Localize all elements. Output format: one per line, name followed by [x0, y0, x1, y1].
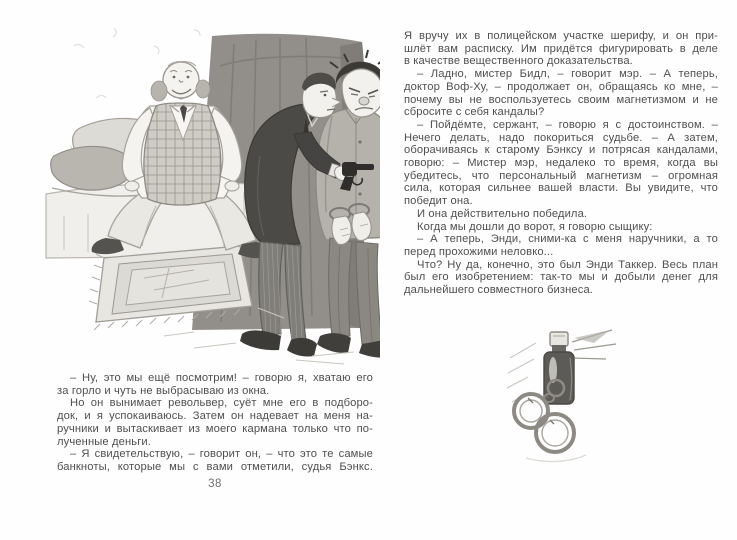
text-line: – Ладно, мистер Бидл, – говорит мэр. – А теперь,	[417, 68, 718, 81]
text-line: Что? Ну да, конечно, это был Энди Таккер. Весь план	[417, 258, 718, 271]
hand	[125, 181, 139, 191]
hair-tuft	[151, 81, 167, 101]
left-page-illustration	[44, 6, 380, 368]
text-line: сбросите с себя кандалы?	[404, 106, 545, 119]
text-line: док, и я успокаиваюсь. Затем он надевает на меня на-	[57, 410, 373, 423]
text-line: Нечего делать, надо покориться судьбе. – А затем,	[404, 131, 718, 144]
text-line: в качестве вещественного доказательства.	[404, 55, 633, 68]
text-line: Когда мы дошли до ворот, я говорю сыщику:	[417, 220, 653, 233]
text-line: почему вы не воспользуетесь своим магнетизмом и не	[404, 93, 718, 106]
text-line: победит она.	[404, 195, 473, 208]
text-line: лученные деньги.	[57, 435, 152, 448]
text-line: ручники и вытаскивает из моего кармана только что по-	[57, 422, 373, 435]
text-line: шлёт вам расписку. Им придётся фигурировать в деле	[404, 42, 718, 55]
text-line: Я вручу их в полицейском участке шерифу, и он при-	[404, 30, 718, 42]
shoe	[287, 338, 317, 357]
nose	[359, 97, 369, 105]
text-line: был его изобретением: так-то мы и добыли денег для	[404, 271, 718, 284]
text-line: – А теперь, Энди, сними-ка с меня наручники, а то	[417, 233, 718, 246]
text-line: перед прохожими неловко...	[404, 245, 554, 258]
text-line: – Ну, это мы ещё посмотрим! – говорю я, хватаю его	[70, 372, 373, 384]
ground-shadow	[526, 455, 586, 462]
hand	[225, 181, 239, 191]
text-line: за горло и чуть не выбрасываю из окна.	[57, 384, 270, 397]
left-page-text	[57, 372, 373, 474]
right-page-text	[404, 30, 718, 297]
burst-lines	[572, 330, 616, 359]
text-line: доктор Воф-Ху, – продолжает он, обращаясь ко мне, –	[404, 80, 718, 93]
text-line: – Пойдёмте, сержант, – говорю я с достоинством. –	[417, 118, 718, 131]
right-page-illustration	[498, 328, 648, 468]
hair-tuft	[196, 80, 210, 98]
page-number: 38	[208, 478, 222, 490]
text-line: убедитесь, что персональный магнетизм – огромная	[404, 169, 718, 182]
text-line: оборачиваясь к старому Бэнксу и потрясая кандалами,	[404, 144, 718, 157]
shoe	[317, 333, 351, 353]
text-line: говорю: – Мистер мэр, недалеко то время, когда вы	[404, 157, 718, 170]
text-line: дальнейшего совместного бизнеса.	[404, 284, 594, 297]
text-line: Но он вынимает револьвер, суёт мне его в подборо-	[70, 397, 373, 410]
pillow	[51, 146, 134, 190]
trousers	[329, 238, 352, 336]
text-line: банкноты, которые мы с вами отметили, судья Бэнкс.	[57, 460, 373, 473]
text-line: – Я свидетельствую, – говорит он, – что это те самые	[70, 448, 373, 461]
text-line: И она действительно победила.	[417, 207, 588, 220]
seated-man-head	[163, 62, 199, 98]
text-line: сила, которая сильнее вашей власти. Вы увидите, что	[404, 182, 718, 195]
